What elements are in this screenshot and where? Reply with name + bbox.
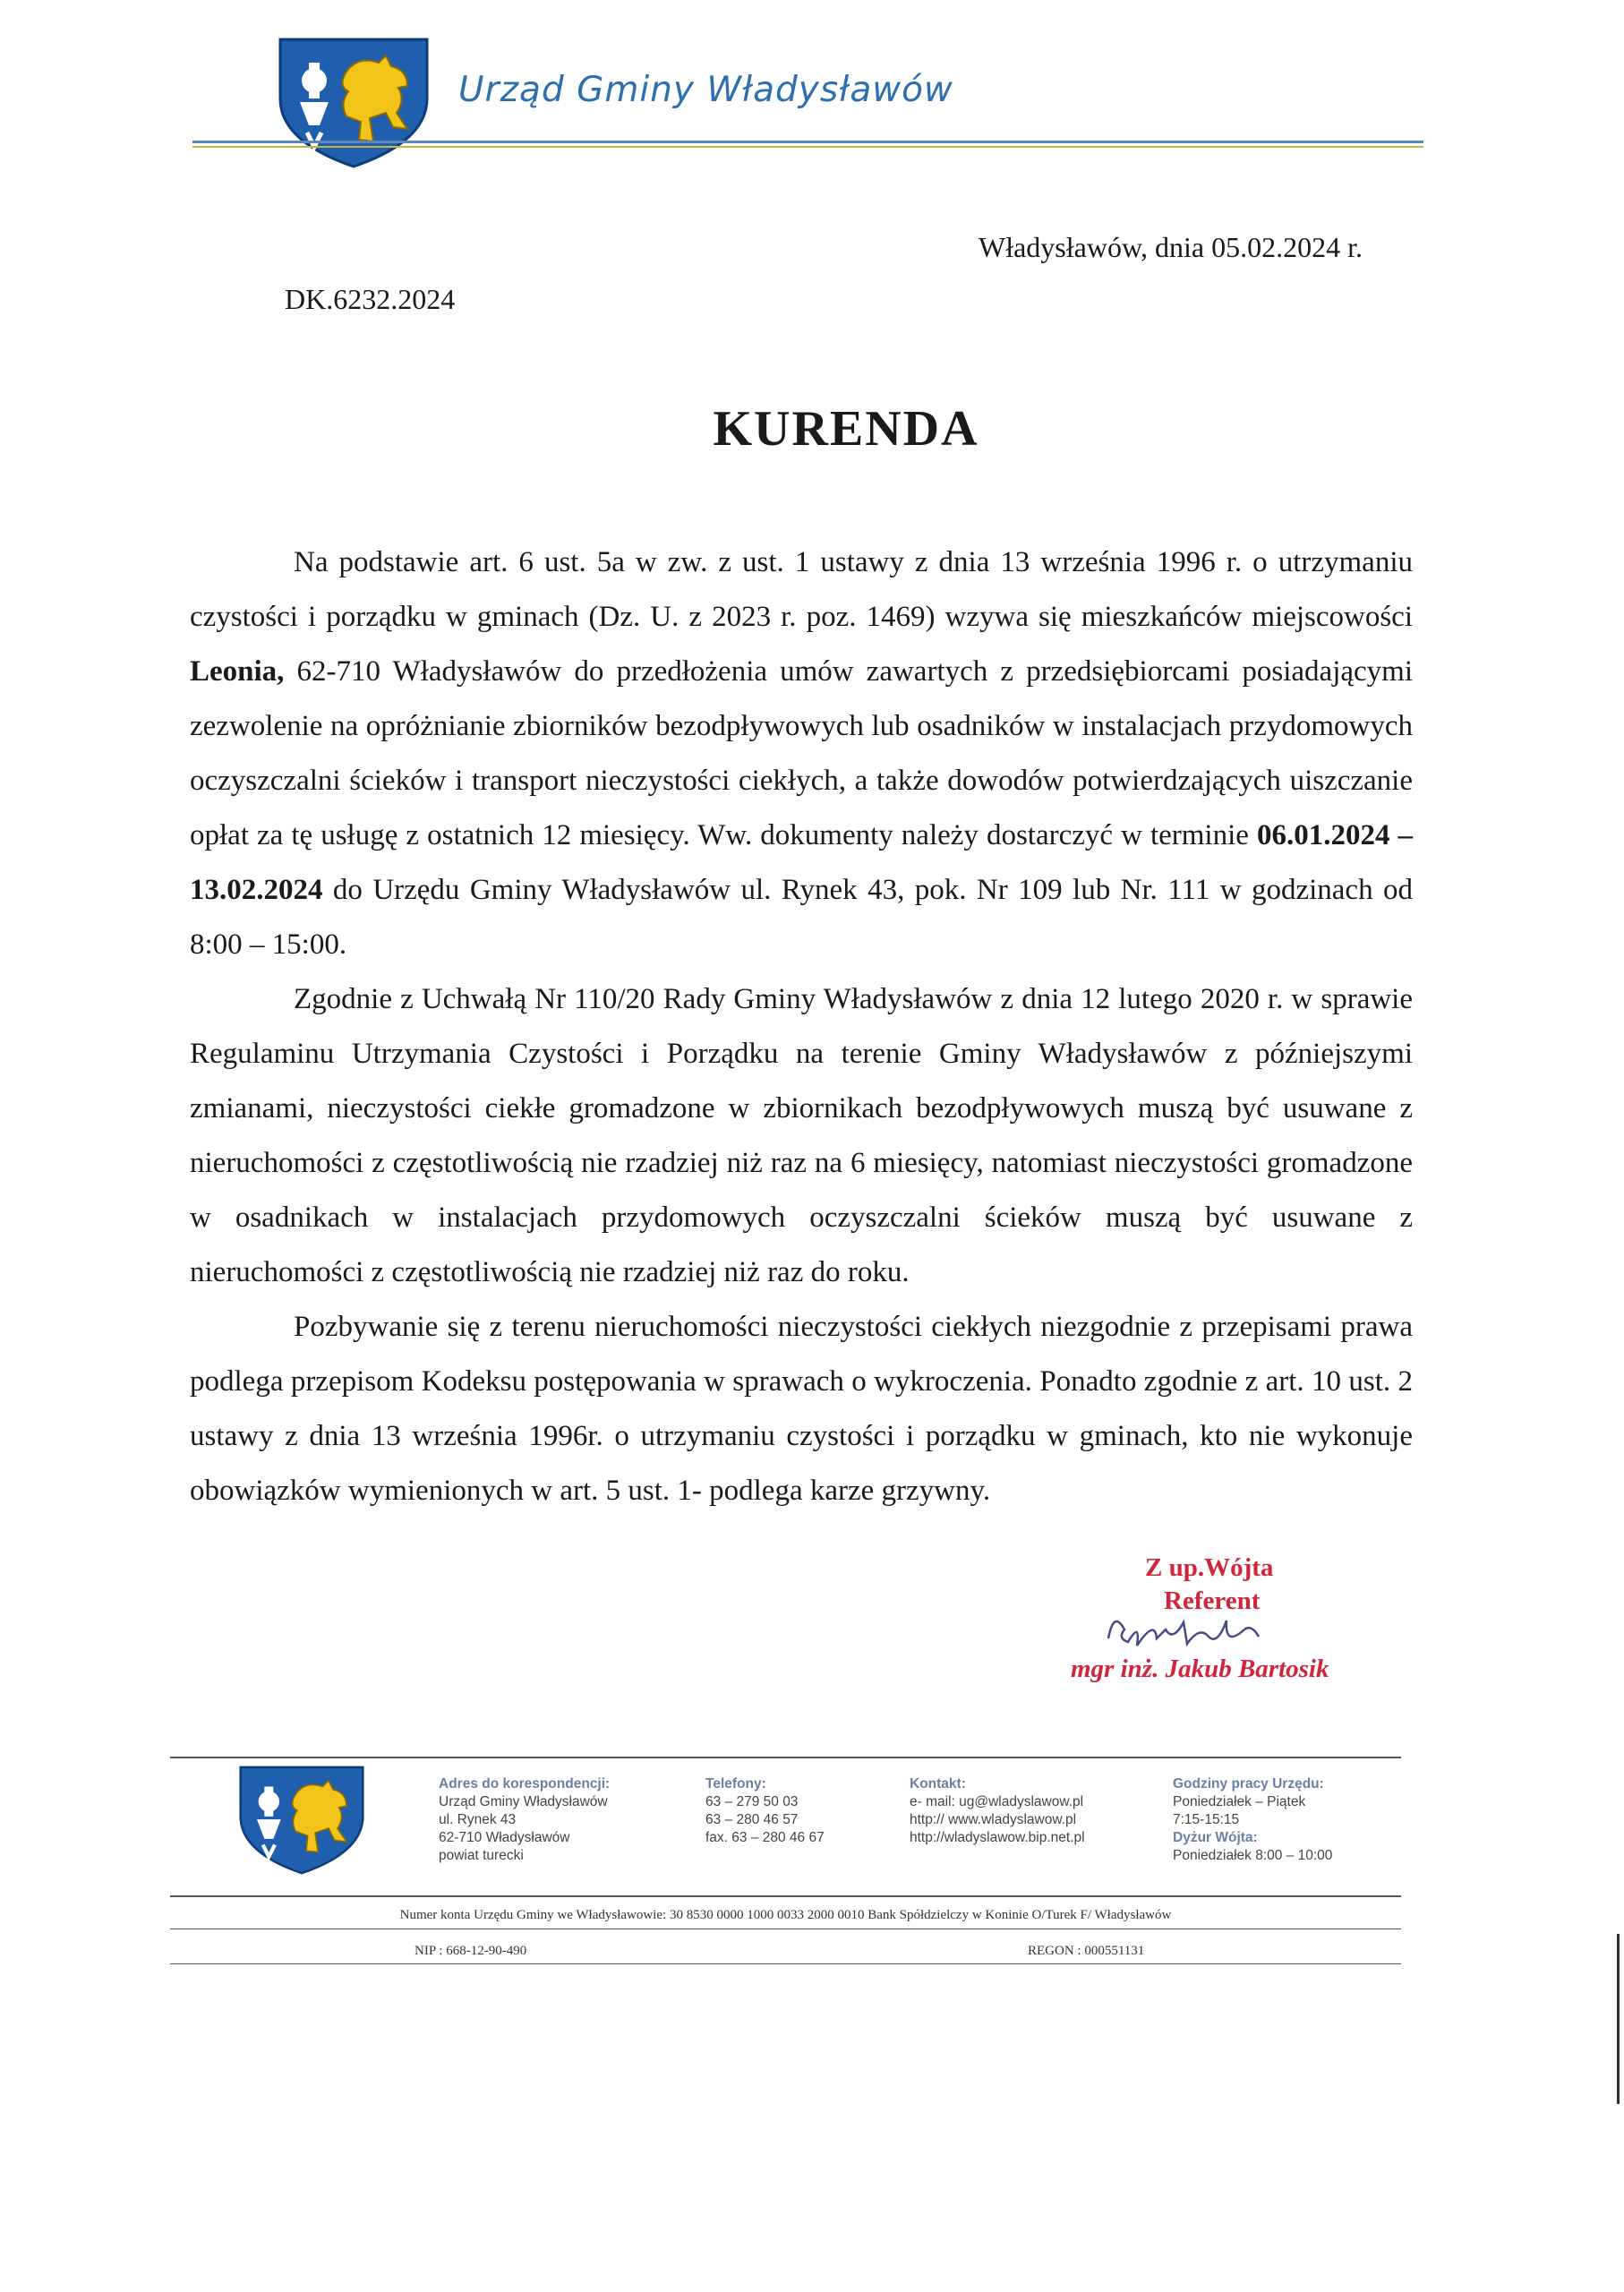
footer-address-heading: Adres do korespondencji: [439,1776,611,1792]
stamp-line-3: mgr inż. Jakub Bartosik [1071,1655,1329,1683]
paragraph-2: Zgodnie z Uchwałą Nr 110/20 Rady Gminy Władysławów z dnia 12 lutego 2020 r. w sprawie Regulaminu Utrzymania Czystości i Porządku na terenie Gminy Władysławów z późniejszymi zmianami, nieczystości ciekłe gromadzone w zbiornikach bezodpływowych muszą być usuwane z nieruchomości z częstotliwością nie rzadziej niż raz na 6 miesięcy, natomiast nieczystości gromadzone w osadnikach w instalacjach przydomowych oczyszczalni ścieków muszą być usuwane z nieruchomości z częstotliwością nie rzadziej niż raz do roku. [190,983,1413,1288]
footer-hours [1173,1775,1332,1865]
stamp-line-2: Referent [1164,1586,1261,1615]
paragraph-1-text-a: Na podstawie art. 6 ust. 5a w zw. z ust. 1 ustawy z dnia 13 września 1996 r. o utrzymaniu czystości i porządku w gminach (Dz. U. z 2023 r. poz. 1469) wzywa się mieszkańców miejscowości [190,546,1413,633]
document-title: KURENDA [713,401,979,457]
footer-contact-heading: Kontakt: [910,1776,966,1792]
footer-hours-heading: Godziny pracy Urzędu: [1173,1776,1324,1792]
footer-hours-time: 7:15-15:15 [1173,1812,1240,1827]
organization-name: Urząd Gminy Władysławów [458,70,953,110]
footer-rule-2 [170,1895,1401,1897]
paragraph-1-text-c: do Urzędu Gminy Władysławów ul. Rynek 43, pok. Nr 109 lub Nr. 111 w godzinach od 8:00 – 15:00. [190,874,1413,961]
footer-hours-days: Poniedziałek – Piątek [1173,1794,1306,1809]
footer-bip-website: http://wladyslawow.bip.net.pl [910,1830,1085,1845]
deadline-range: 06.01.2024 – 13.02.2024 [190,819,1413,906]
footer-mayor-duty-heading: Dyżur Wójta: [1173,1830,1258,1845]
municipal-coat-of-arms-icon [273,36,434,170]
footer-email: e- mail: ug@wladyslawow.pl [910,1794,1084,1809]
tax-id: NIP : 668-12-90-490 [415,1944,527,1958]
footer-coat-of-arms-icon [235,1762,369,1878]
bank-account: Numer konta Urzędu Gminy we Władysławowie: 30 8530 0000 1000 0033 2000 0010 Bank Spółdzielczy w Koninie O/Turek F/ Władysławów [399,1908,1172,1922]
footer-address-line: Urząd Gminy Władysławów [439,1794,608,1809]
locality-name: Leonia, [190,655,285,688]
footer-mayor-duty-time: Poniedziałek 8:00 – 10:00 [1173,1848,1333,1863]
document-body [190,535,1413,1518]
stamp-line-1: Z up.Wójta [1145,1553,1274,1582]
paragraph-3: Pozbywanie się z terenu nieruchomości nieczystości ciekłych niezgodnie z przepisami prawa podlega przepisom Kodeksu postępowania w sprawach o wykroczenia. Ponadto zgodnie z art. 10 ust. 2 ustawy z dnia 13 września 1996r. o utrzymaniu czystości i porządku w gminach, kto nie wykonuje obowiązków wymienionych w art. 5 ust. 1- podlega karze grzywny. [190,1311,1413,1507]
scan-edge-line [1617,1934,1620,2104]
footer-address-line: powiat turecki [439,1848,524,1863]
paragraph-1-text-b: 62-710 Władysławów do przedłożenia umów zawartych z przedsiębiorcami posiadającymi zezwolenie na opróżnianie zbiorników bezodpływowych lub osadników w instalacjach przydomowych oczyszczalni ścieków i transport nieczystości ciekłych, a także dowodów potwierdzających uiszczanie opłat za tę usługę z ostatnich 12 miesięcy. Ww. dokumenty należy dostarczyć w terminie [190,655,1413,851]
header-rule-gold [192,146,1423,148]
header-rule [192,141,1423,143]
paragraph-1 [190,535,1413,972]
footer-rule [170,1757,1401,1758]
handwritten-signature [1101,1603,1280,1656]
footer-phones [705,1775,825,1847]
footer-address [439,1775,610,1865]
footer-fax-line: fax. 63 – 280 46 67 [705,1830,825,1845]
footer-contact [910,1775,1085,1847]
footer-phone-line: 63 – 280 46 57 [705,1812,799,1827]
document-date: Władysławów, dnia 05.02.2024 r. [979,231,1363,263]
footer-phones-heading: Telefony: [705,1776,766,1792]
document-reference: DK.6232.2024 [285,283,456,315]
footer-phone-line: 63 – 279 50 03 [705,1794,799,1809]
footer-rule-4 [170,1963,1401,1964]
regon-number: REGON : 000551131 [1028,1944,1145,1958]
footer-website: http:// www.wladyslawow.pl [910,1812,1077,1827]
footer-address-line: ul. Rynek 43 [439,1812,517,1827]
footer-address-line: 62-710 Władysławów [439,1830,570,1845]
